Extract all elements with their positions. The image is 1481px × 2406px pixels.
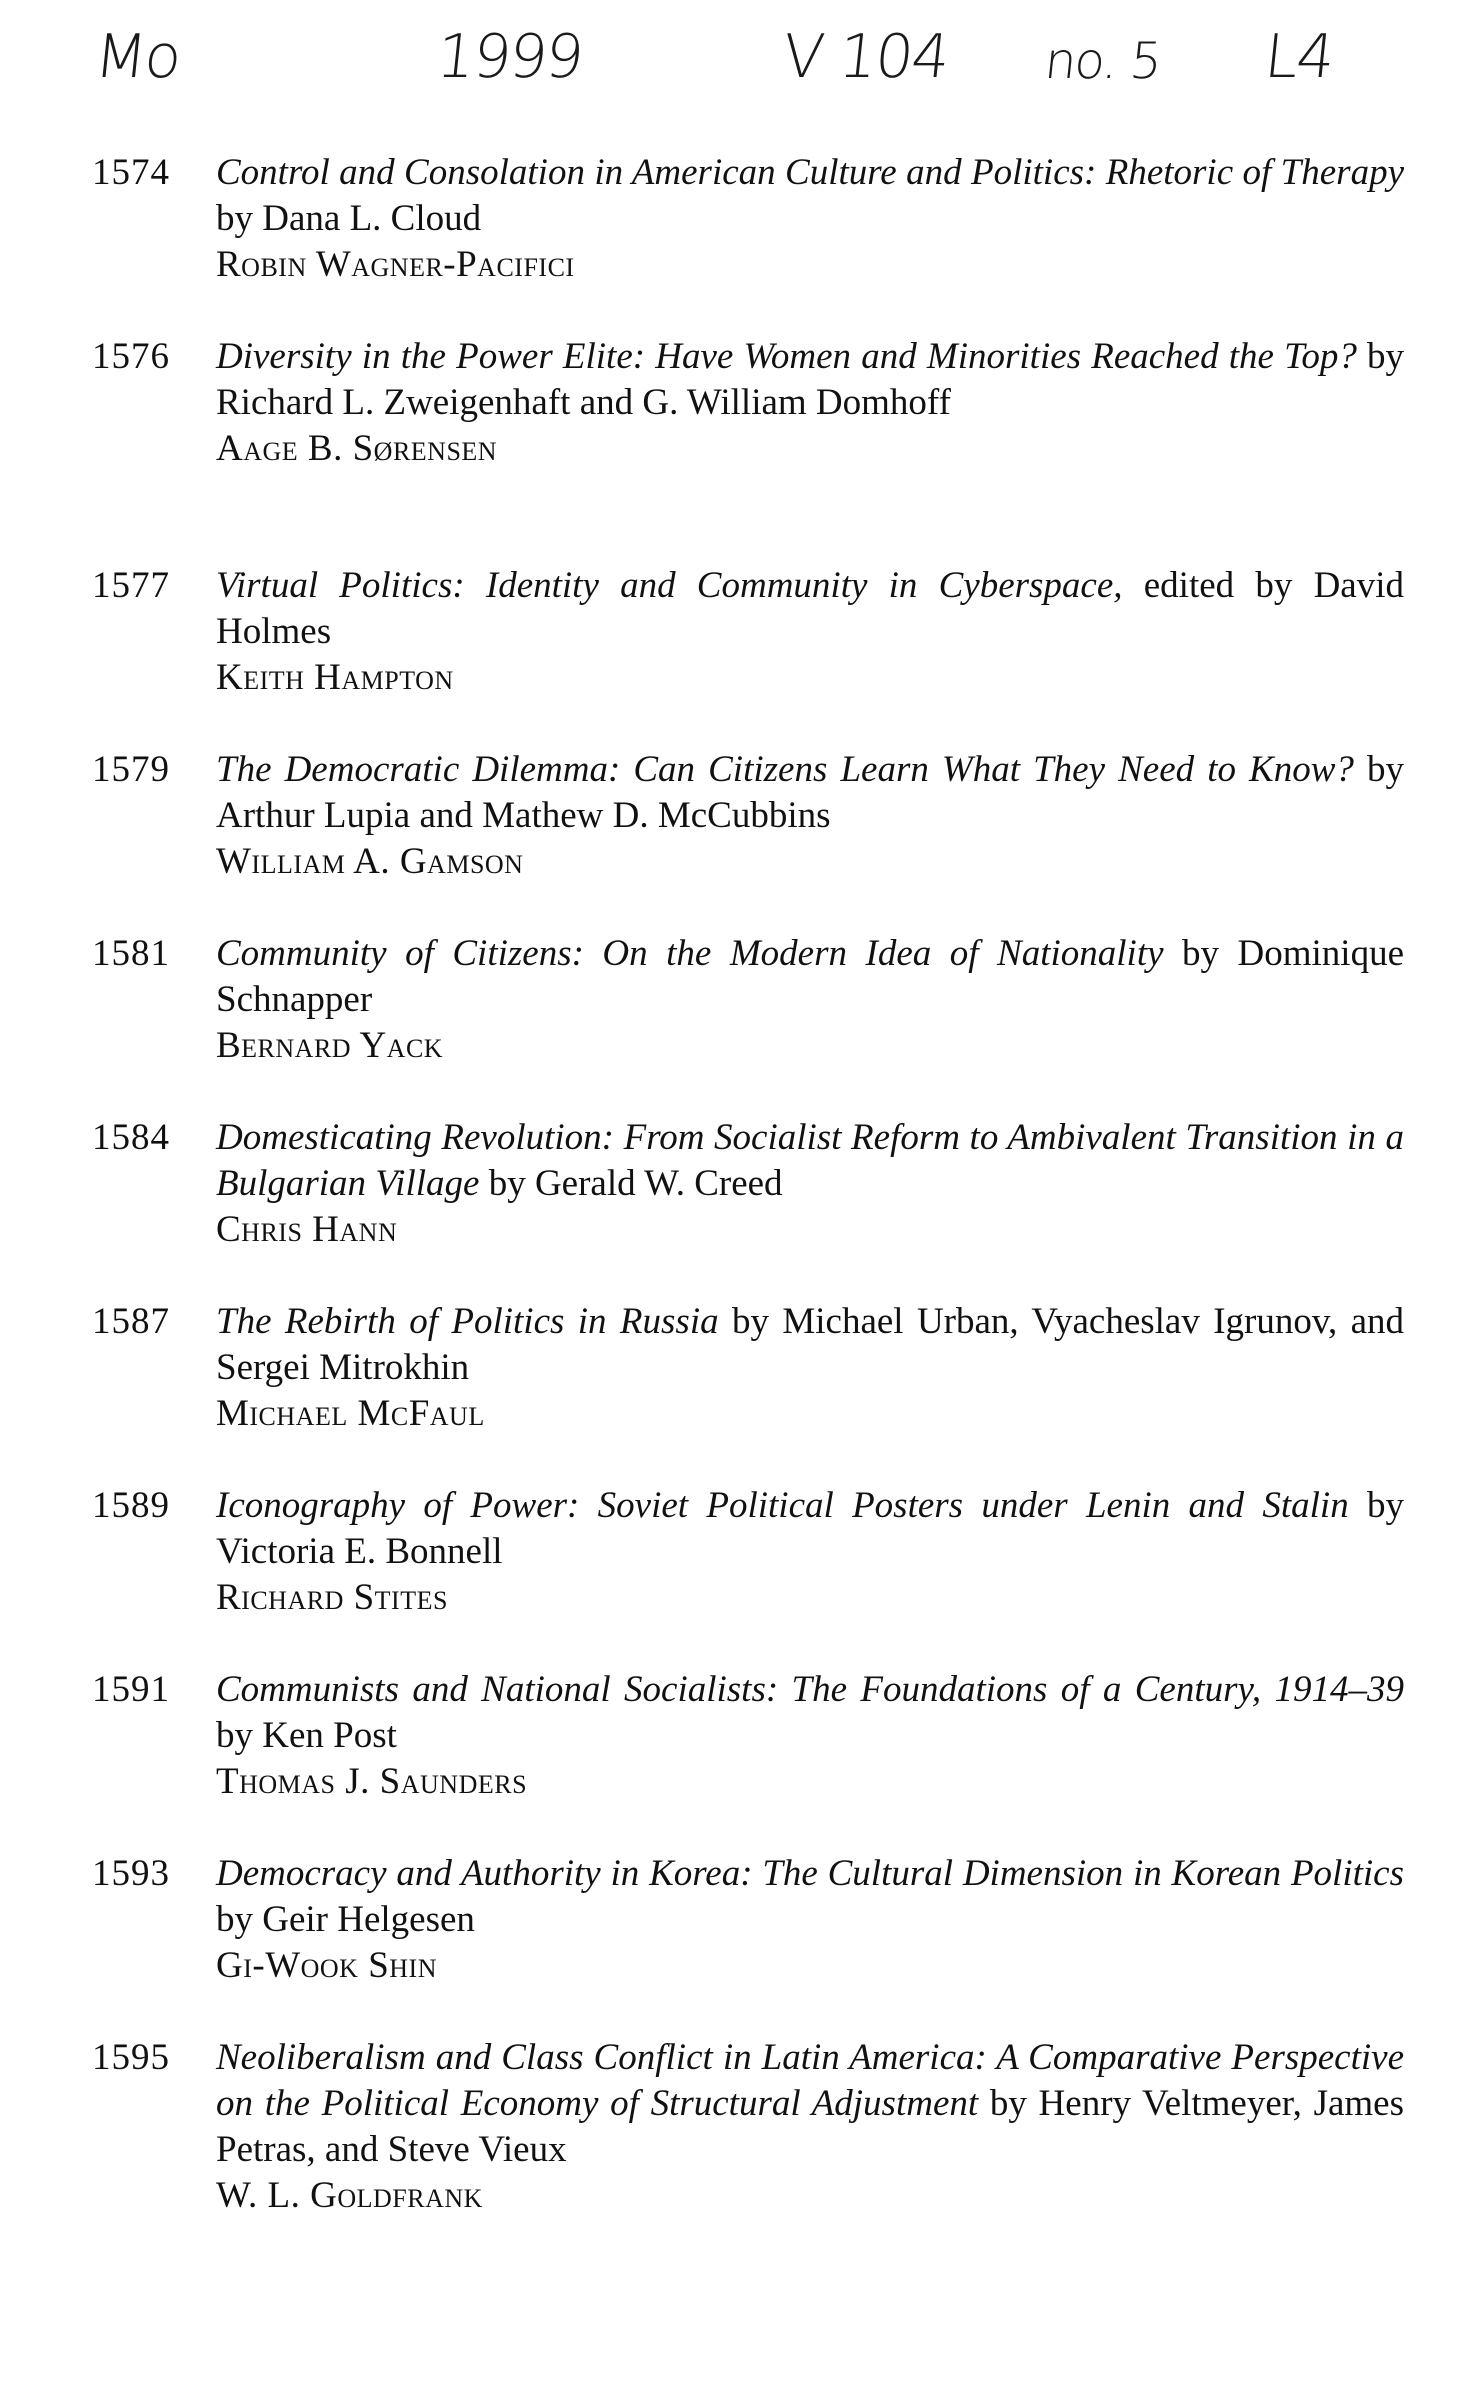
entry-body <box>216 931 1404 1069</box>
entry-body <box>216 2035 1404 2219</box>
book-title: Community of Citizens: On the Modern Idea of Nationality <box>216 933 1164 974</box>
reviewer-name: Thomas J. Saunders <box>216 1761 528 1802</box>
book-credit: edited by David Holmes <box>216 565 1404 652</box>
page-number: 1593 <box>92 1853 170 1894</box>
book-title: Domesticating Revolution: From Socialist Reform to Ambivalent Transition in a Bulgarian Village <box>216 1117 1404 1204</box>
review-entry <box>92 150 1404 334</box>
handwritten-note: no. 5 <box>1041 32 1164 90</box>
handwritten-note: L4 <box>1261 22 1337 92</box>
page-number: 1574 <box>92 152 170 193</box>
review-entry <box>92 1115 1404 1299</box>
page-number: 1595 <box>92 2037 170 2078</box>
review-entry <box>92 1483 1404 1667</box>
review-entry <box>92 334 1404 563</box>
page-number: 1591 <box>92 1669 170 1710</box>
review-entry <box>92 1851 1404 2035</box>
book-title: Communists and National Socialists: The Foundations of a Century, 1914–39 <box>216 1669 1404 1710</box>
reviewer-name: Keith Hampton <box>216 657 454 698</box>
reviewer-name: Aage B. Sørensen <box>216 428 498 469</box>
book-credit: by Gerald W. Creed <box>479 1163 783 1204</box>
page-number: 1584 <box>92 1117 170 1158</box>
book-credit: by Ken Post <box>216 1715 397 1756</box>
entry-body <box>216 1667 1404 1805</box>
entry-body <box>216 1483 1404 1621</box>
reviewer-name: Richard Stites <box>216 1577 448 1618</box>
book-title: Virtual Politics: Identity and Community in Cyberspace, <box>216 565 1123 606</box>
book-review-list <box>92 150 1404 2264</box>
handwritten-note: Mo <box>91 22 184 92</box>
book-title: The Rebirth of Politics in Russia <box>216 1301 719 1342</box>
book-title: Neoliberalism and Class Conflict in Latin America: A Comparative Perspective on the Political Economy of Structural Adjustment <box>216 2037 1404 2124</box>
page-number: 1587 <box>92 1301 170 1342</box>
book-credit: by Henry Veltmeyer, James Petras, and Steve Vieux <box>216 2083 1404 2170</box>
entry-body <box>216 747 1404 885</box>
reviewer-name: Robin Wagner-Pacifici <box>216 244 575 285</box>
book-title: Control and Consolation in American Culture and Politics: Rhetoric of Therapy <box>216 152 1404 193</box>
entry-body <box>216 1299 1404 1437</box>
book-credit: by Victoria E. Bonnell <box>216 1485 1404 1572</box>
page-number: 1576 <box>92 336 170 377</box>
review-entry <box>92 747 1404 931</box>
handwritten-annotation <box>91 22 1355 122</box>
book-title: Diversity in the Power Elite: Have Women and Minorities Reached the Top? <box>216 336 1357 377</box>
page-number: 1579 <box>92 749 170 790</box>
entry-body <box>216 563 1404 701</box>
handwritten-note: V 104 <box>779 22 952 92</box>
page-number: 1589 <box>92 1485 170 1526</box>
entry-body <box>216 334 1404 472</box>
book-title: Iconography of Power: Soviet Political Posters under Lenin and Stalin <box>216 1485 1349 1526</box>
entry-body <box>216 1851 1404 1989</box>
reviewer-name: Chris Hann <box>216 1209 398 1250</box>
review-entry <box>92 563 1404 747</box>
reviewer-name: Gi-Wook Shin <box>216 1945 437 1986</box>
review-entry <box>92 931 1404 1115</box>
book-credit: by Michael Urban, Vyacheslav Igrunov, and Sergei Mitrokhin <box>216 1301 1404 1388</box>
book-title: Democracy and Authority in Korea: The Cultural Dimension in Korean Politics <box>216 1853 1404 1894</box>
reviewer-name: Michael McFaul <box>216 1393 485 1434</box>
page-number: 1581 <box>92 933 170 974</box>
book-credit: by Geir Helgesen <box>216 1899 475 1940</box>
handwritten-note: 1999 <box>433 22 586 92</box>
review-entry <box>92 1667 1404 1851</box>
review-entry <box>92 2035 1404 2264</box>
entry-body <box>216 1115 1404 1253</box>
reviewer-name: W. L. Goldfrank <box>216 2175 483 2216</box>
reviewer-name: William A. Gamson <box>216 841 524 882</box>
entry-body <box>216 150 1404 288</box>
reviewer-name: Bernard Yack <box>216 1025 444 1066</box>
book-title: The Democratic Dilemma: Can Citizens Learn What They Need to Know? <box>216 749 1354 790</box>
book-credit: by Dana L. Cloud <box>216 198 482 239</box>
review-entry <box>92 1299 1404 1483</box>
book-credit: by Richard L. Zweigenhaft and G. William Domhoff <box>216 336 1404 423</box>
page-number: 1577 <box>92 565 170 606</box>
book-credit: by Dominique Schnapper <box>216 933 1405 1020</box>
book-credit: by Arthur Lupia and Mathew D. McCubbins <box>216 749 1404 836</box>
